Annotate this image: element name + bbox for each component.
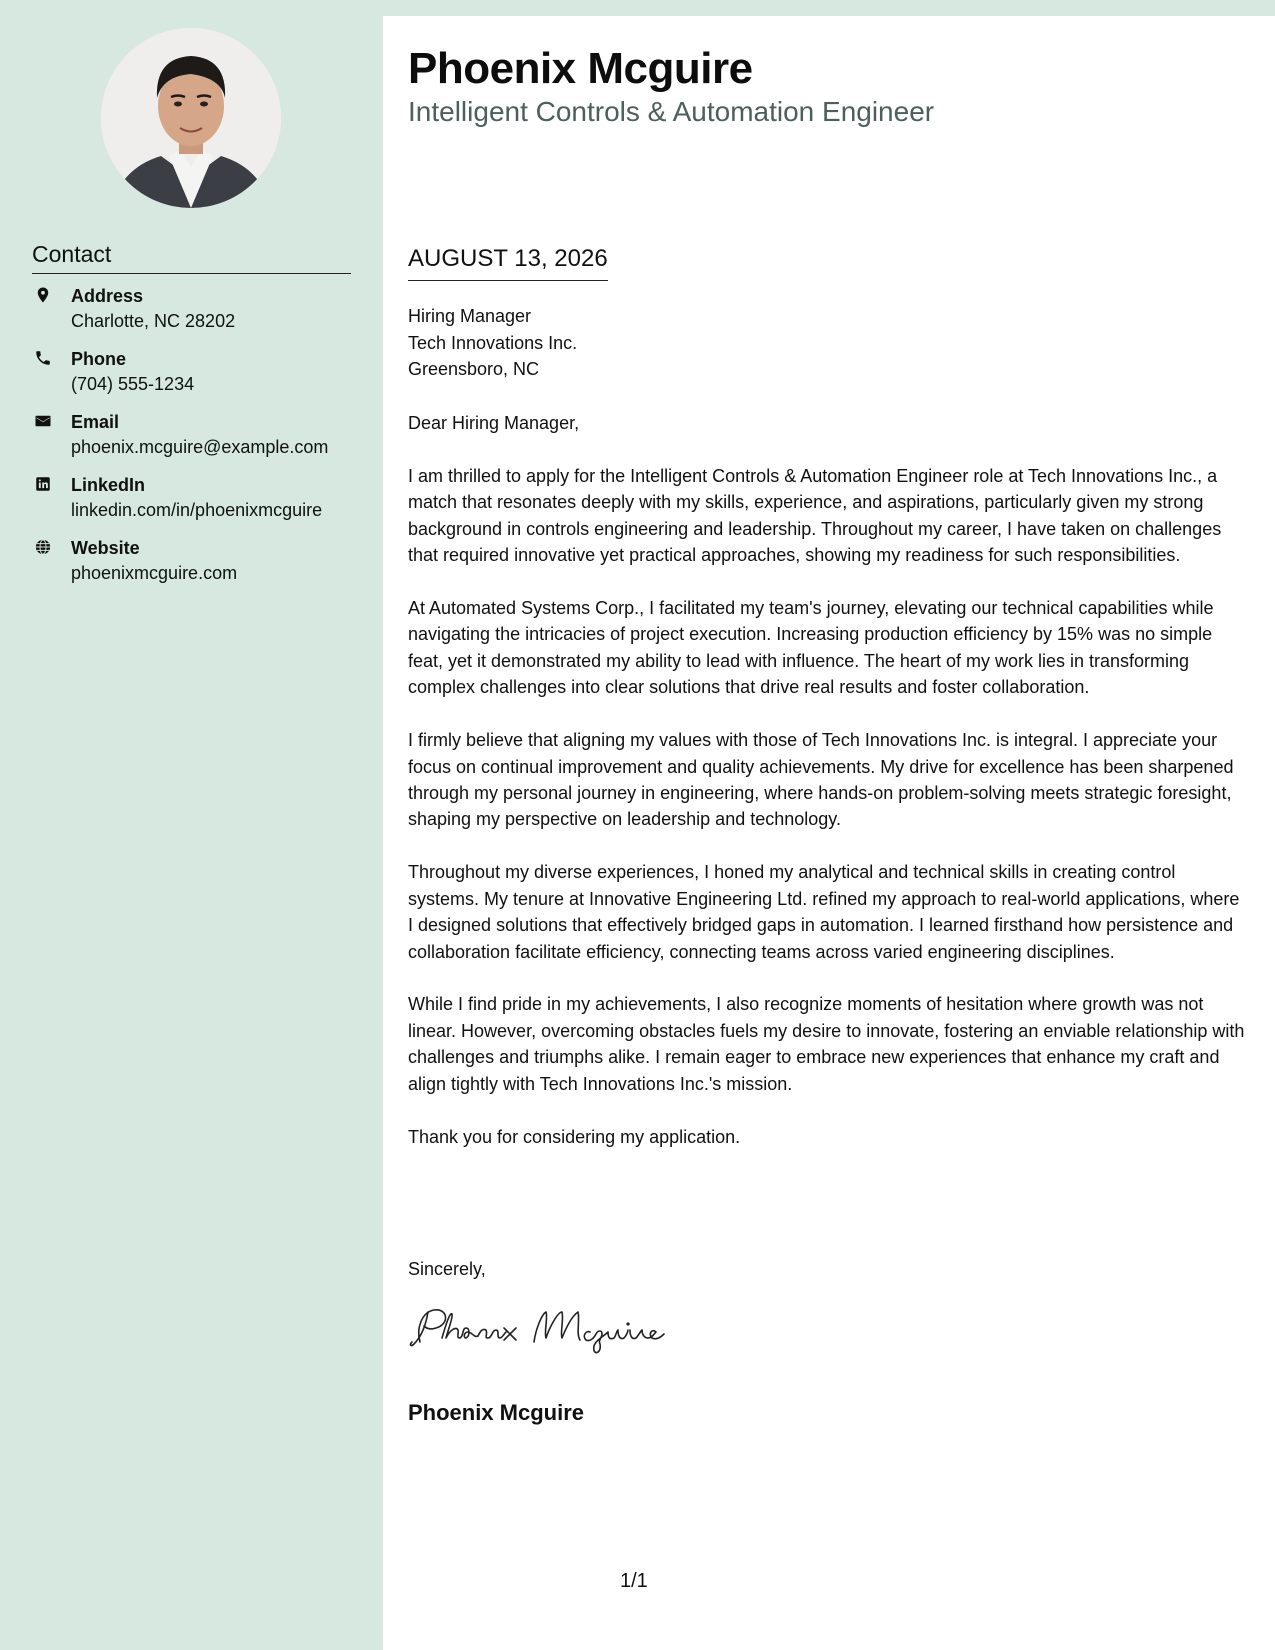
contact-label-website: Website — [71, 538, 140, 558]
applicant-title: Intelligent Controls & Automation Engineer — [408, 96, 935, 127]
recipient-block — [408, 303, 577, 383]
closing: Sincerely, — [408, 1259, 486, 1279]
contact-item-website — [32, 536, 372, 599]
body-paragraph: At Automated Systems Corp., I facilitated my team's journey, elevating our technical capabilities while navigating the intricacies of project execution. Increasing production efficiency by 15% was no simple feat, yet it demonstrated my ability to lead with influence. The heart of my work lies in transforming complex challenges into clear solutions that drive real results and foster collaboration. — [408, 598, 1214, 698]
body-paragraph: I am thrilled to apply for the Intelligent Controls & Automation Engineer role at Tech Innovations Inc., a match that resonates deeply with my skills, experience, and aspirations, particularly given my strong background in controls engineering and leadership. Throughout my career, I have taken on challenges that required innovative yet practical approaches, showing my readiness for such responsibilities. — [408, 465, 1222, 566]
recipient-line: Greensboro, NC — [408, 359, 540, 379]
envelope-icon — [34, 412, 52, 430]
body-paragraph: I firmly believe that aligning my values with those of Tech Innovations Inc. is integral. I appreciate your focus on continual improvement and quality achievements. My drive for excellence has been sharpened through my personal journey in engineering, where hands-on problem-solving meets strategic foresight, shaping my perspective on leadership and technology. — [408, 730, 1234, 830]
contact-label-address: Address — [71, 286, 144, 306]
handwritten-signature — [406, 1298, 686, 1358]
profile-photo — [101, 28, 281, 208]
contact-item-address — [32, 284, 372, 347]
portrait-image — [101, 28, 281, 208]
sidebar — [0, 0, 383, 1650]
phone-icon — [34, 349, 52, 367]
letter-body — [408, 410, 1246, 1176]
page-number: 1/1 — [620, 1570, 648, 1592]
signed-name: Phoenix Mcguire — [408, 1400, 585, 1425]
body-paragraph: Throughout my diverse experiences, I honed my analytical and technical skills in creating control systems. My tenure at Innovative Engineering Ltd. refined my approach to real-world applications, where I designed solutions that effectively bridged gaps in automation. I learned firsthand how persistence and collaboration facilitate efficiency, connecting teams across varied engineering disciplines. — [408, 862, 1240, 962]
linkedin-icon — [34, 475, 52, 493]
letter-date: AUGUST 13, 2026 — [408, 244, 608, 281]
contact-label-phone: Phone — [71, 349, 127, 369]
contact-heading: Contact — [32, 240, 351, 274]
salutation: Dear Hiring Manager, — [408, 413, 580, 433]
contact-value-website: phoenixmcguire.com — [71, 563, 238, 583]
contact-item-email — [32, 410, 372, 473]
contact-item-phone — [32, 347, 372, 410]
body-paragraph: Thank you for considering my application. — [408, 1126, 741, 1147]
contact-value-address: Charlotte, NC 28202 — [71, 311, 236, 331]
globe-icon — [34, 538, 52, 556]
contact-value-phone: (704) 555-1234 — [71, 374, 195, 394]
location-pin-icon — [34, 286, 52, 304]
contact-value-email: phoenix.mcguire@example.com — [71, 437, 329, 457]
contact-item-linkedin — [32, 473, 372, 536]
body-paragraph: While I find pride in my achievements, I also recognize moments of hesitation where growth was not linear. However, overcoming obstacles fuels my desire to innovate, fostering an enviable relationship with challenges and triumphs alike. I remain eager to embrace new experiences that enhance my craft and align tightly with Tech Innovations Inc.'s mission. — [408, 994, 1245, 1094]
contact-value-linkedin: linkedin.com/in/phoenixmcguire — [71, 500, 323, 520]
applicant-name: Phoenix Mcguire — [408, 44, 753, 93]
contact-list — [32, 284, 372, 599]
contact-label-linkedin: LinkedIn — [71, 475, 146, 495]
recipient-line: Hiring Manager — [408, 306, 532, 326]
recipient-line: Tech Innovations Inc. — [408, 332, 578, 353]
contact-label-email: Email — [71, 412, 120, 432]
